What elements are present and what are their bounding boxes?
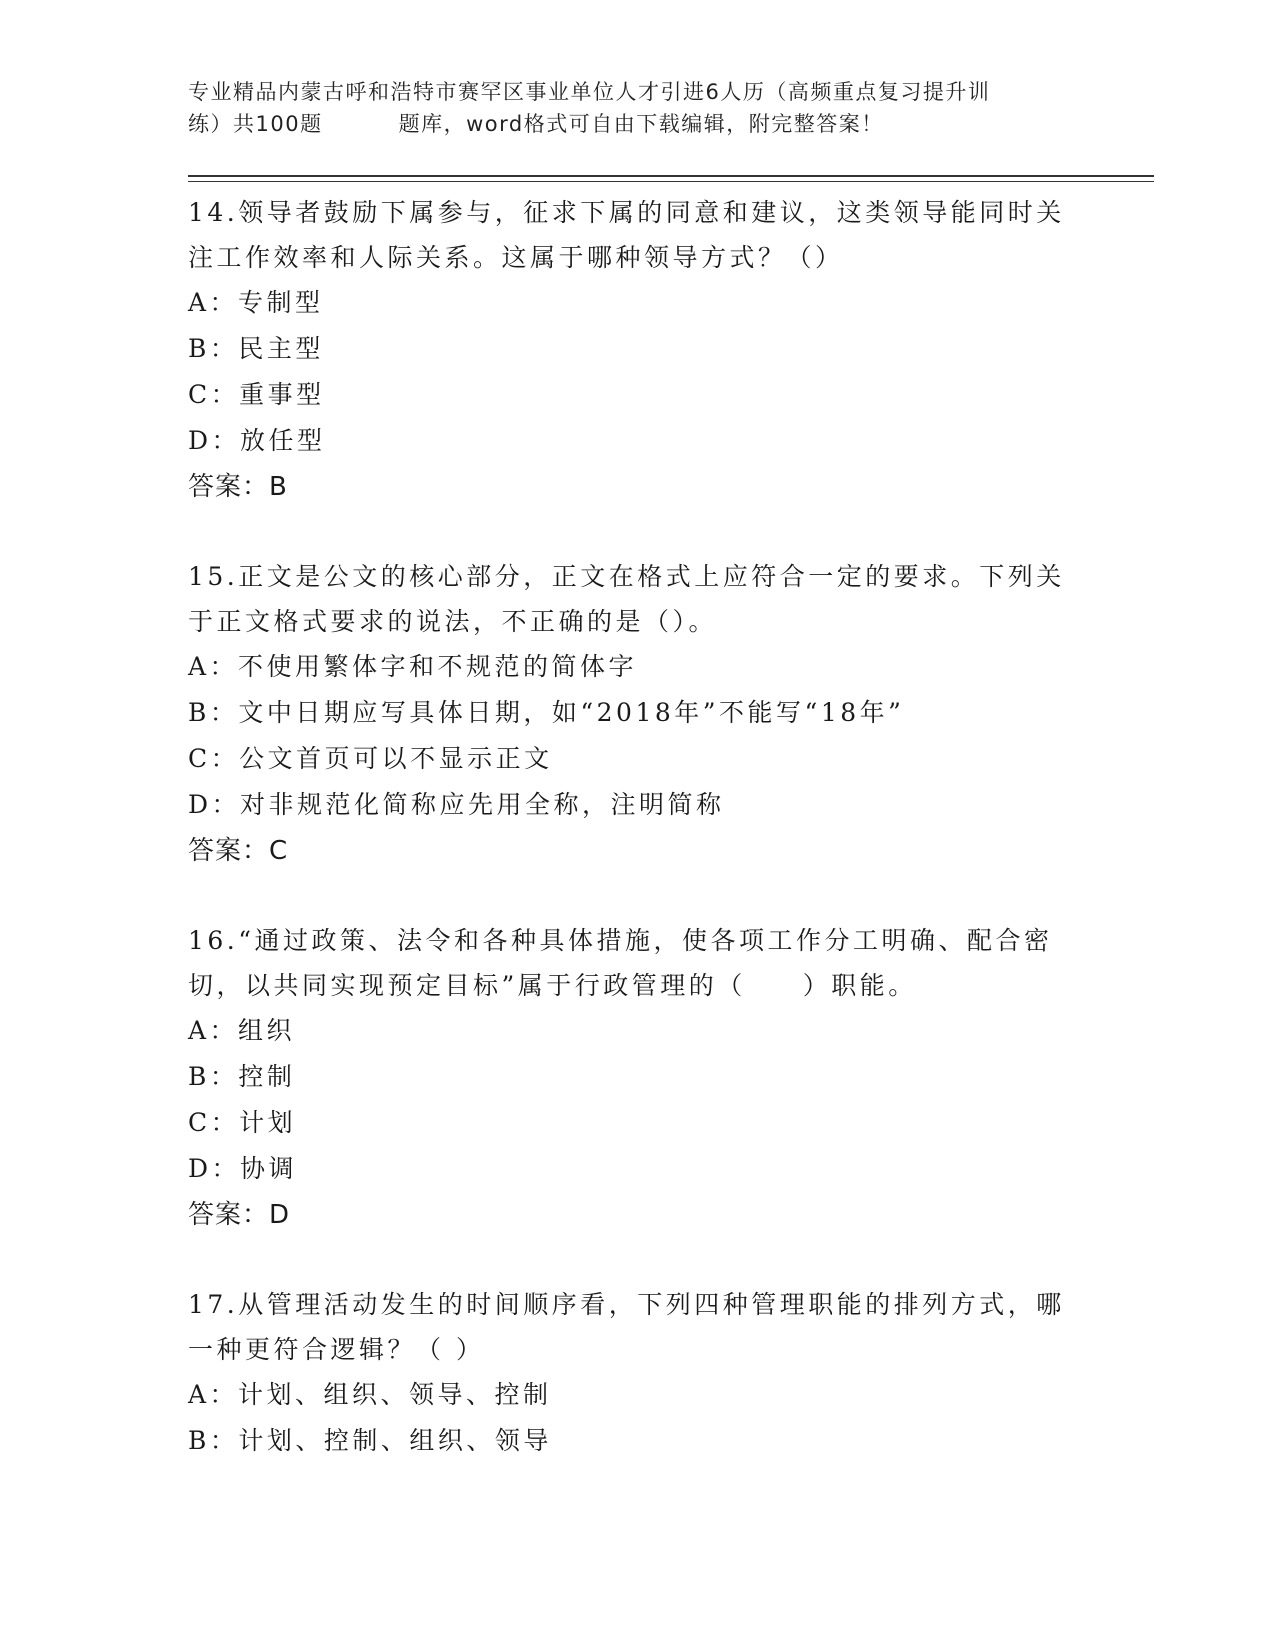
- option-a: A：组织: [188, 1016, 296, 1045]
- header-line-2: [188, 108, 1088, 140]
- question-text-line: 一种更符合逻辑？（ ）: [188, 1335, 485, 1364]
- header-line-2-part-2: 题库，word格式可自由下载编辑，附完整答案！: [398, 112, 884, 136]
- option-d: D：协调: [188, 1154, 298, 1183]
- option-b: B：文中日期应写具体日期，如“2018年”不能写“18年”: [188, 698, 905, 727]
- option-b: B：控制: [188, 1062, 296, 1091]
- question-15: [188, 554, 1088, 874]
- option-c: C：重事型: [188, 380, 325, 409]
- header-line-2-part-1: 练）共100题: [188, 112, 323, 136]
- option-d: D：对非规范化简称应先用全称，注明简称: [188, 790, 725, 819]
- answer: 答案：B: [188, 472, 288, 502]
- question-list: [188, 190, 1088, 1464]
- header-divider-thin: [188, 181, 1154, 182]
- option-c: C：公文首页可以不显示正文: [188, 744, 553, 773]
- question-17: [188, 1282, 1088, 1464]
- option-a: A：专制型: [188, 288, 324, 317]
- question-14: [188, 190, 1088, 510]
- question-text-line: 17.从管理活动发生的时间顺序看，下列四种管理职能的排列方式，哪: [188, 1290, 1065, 1319]
- question-text-line: 注工作效率和人际关系。这属于哪种领导方式？（）: [188, 243, 844, 272]
- option-b: B：民主型: [188, 334, 324, 363]
- option-a: A：不使用繁体字和不规范的简体字: [188, 652, 638, 681]
- question-text-line: 于正文格式要求的说法，不正确的是（）。: [188, 607, 718, 636]
- option-b: B：计划、控制、组织、领导: [188, 1426, 552, 1455]
- question-text-line: 14.领导者鼓励下属参与，征求下属的同意和建议，这类领导能同时关: [188, 198, 1065, 227]
- answer: 答案：D: [188, 1200, 291, 1230]
- question-text-line: 切，以共同实现预定目标”属于行政管理的（ ）职能。: [188, 971, 917, 1000]
- option-a: A：计划、组织、领导、控制: [188, 1380, 552, 1409]
- document-header: [188, 76, 1088, 140]
- option-c: C：计划: [188, 1108, 297, 1137]
- option-d: D：放任型: [188, 426, 326, 455]
- question-text-line: 15.正文是公文的核心部分，正文在格式上应符合一定的要求。下列关: [188, 562, 1065, 591]
- question-16: [188, 918, 1088, 1238]
- header-divider-thick: [188, 175, 1154, 177]
- question-text-line: 16.“通过政策、法令和各种具体措施，使各项工作分工明确、配合密: [188, 926, 1053, 955]
- header-line-1: 专业精品内蒙古呼和浩特市赛罕区事业单位人才引进6人历（高频重点复习提升训: [188, 80, 991, 104]
- answer: 答案：C: [188, 836, 289, 866]
